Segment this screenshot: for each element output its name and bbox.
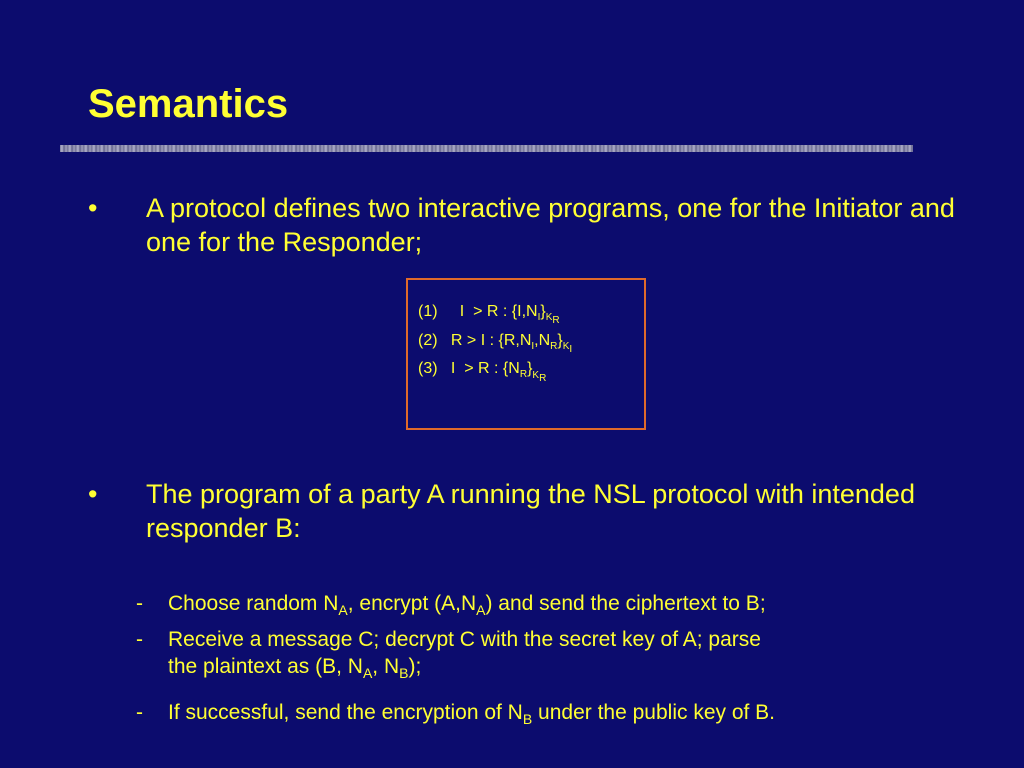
sub-item-choose-random: - Choose random $N_A$, encrypt $(A,N_A)$ and send the ciphertext to B; bbox=[136, 592, 766, 619]
title-divider bbox=[60, 145, 913, 152]
protocol-step-2: (2) R > I : $\{R,N_I,N_R\}_{K_I}$ bbox=[418, 331, 573, 355]
bullet-icon: • bbox=[88, 479, 98, 509]
dash-marker: - bbox=[136, 628, 143, 651]
bullet-text: The program of a party A running the NSL protocol with intended responder B: bbox=[146, 479, 915, 543]
protocol-step-1: (1) I > R : $\{I,N_I\}_{K_R}$ bbox=[418, 303, 560, 327]
dash-marker: - bbox=[136, 592, 143, 615]
protocol-box bbox=[406, 278, 646, 430]
sub-item-receive-message: - Receive a message C; decrypt C with the secret key of A; parse the plaintext as (B, $N_A$, $N_B$); bbox=[136, 628, 761, 682]
protocol-step-3: (3) I > R : $\{N_R\}_{K_R}$ bbox=[418, 360, 547, 384]
dash-marker: - bbox=[136, 701, 143, 724]
bullet-item-protocol-definition bbox=[88, 192, 986, 260]
bullet-text: A protocol defines two interactive programs, one for the Initiator and one for the Responder; bbox=[146, 193, 955, 257]
bullet-item-nsl-program bbox=[88, 478, 986, 546]
bullet-icon: • bbox=[88, 193, 98, 223]
slide-title: Semantics bbox=[88, 82, 289, 126]
sub-item-send-encryption: - If successful, send the encryption of $N_B$ under the public key of B. bbox=[136, 701, 776, 728]
